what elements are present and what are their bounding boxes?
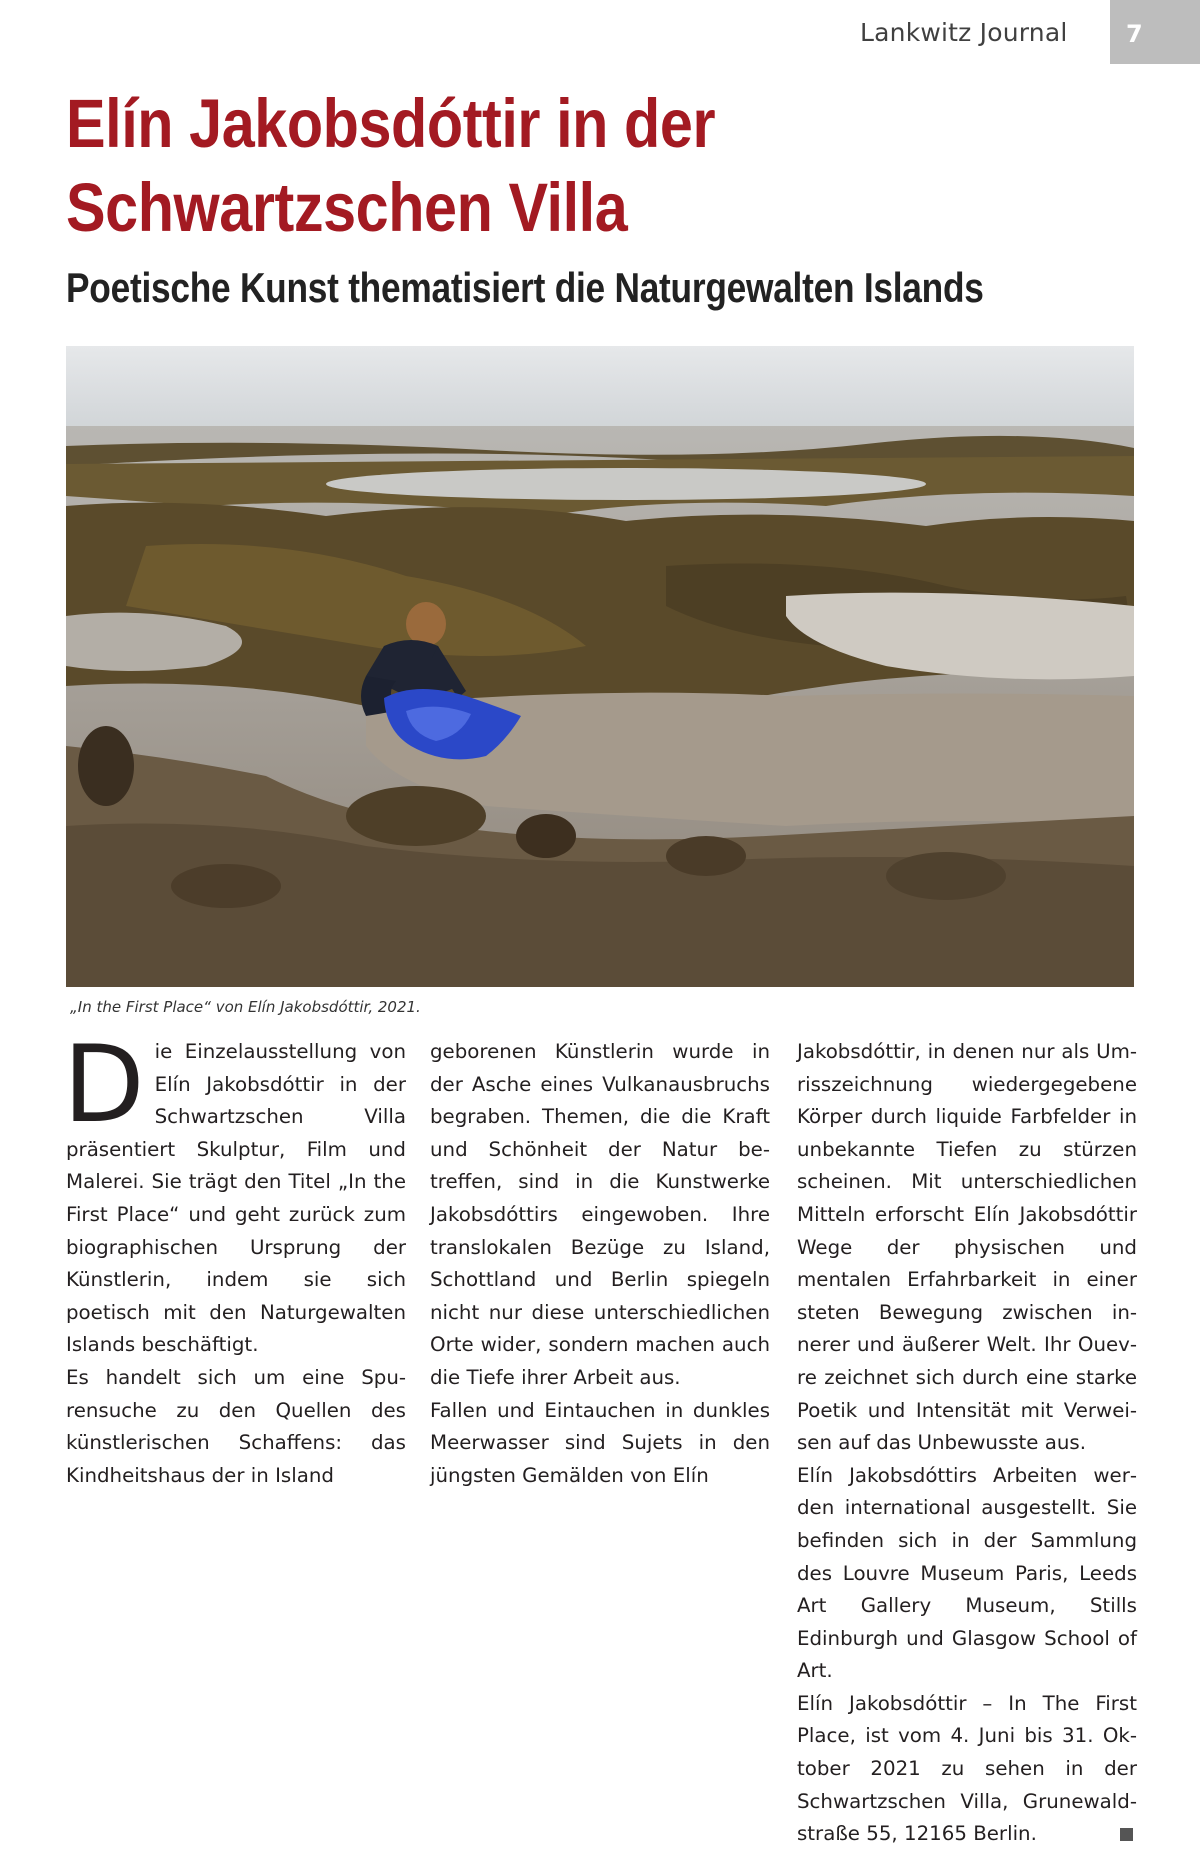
photo-caption: „In the First Place“ von Elín Jakobsdóttir, 2021. [70,998,421,1016]
paragraph-exhibition-dates: Elín Jakobsdóttir – In The First Place, ist vom 4. Juni bis 31. Oktober 2021 zu sehen in der Schwartzschen Villa, Grunewaldstraße 55, 12165 Berlin. [797,1691,1137,1846]
article-photo [66,346,1134,987]
page-number: 7 [1110,0,1200,64]
text-column-3 [797,1036,1137,1851]
text-column-2 [430,1036,770,1492]
text-column-1 [63,1023,406,1492]
end-mark-icon [1120,1828,1133,1841]
paragraph-spurensuche-continued: geborenen Künstlerin wurde in der Asche eines Vulkanausbruchs begraben. Themen, die die Kraft und Schönheit der Natur betreffen, sind in die Kunstwerke Jakobsdóttirs eingewoben. Ihre translokalen Bezüge zu Island, Schottland und Berlin spiegeln nicht nur diese unterschiedlichen Orte wider, sondern machen auch die Tiefe ihrer Arbeit aus. [430,1040,770,1389]
paragraph-intro [63,1023,406,1362]
publication-name: Lankwitz Journal [860,18,1068,47]
title-line-1: Elín Jakobsdóttir in der [66,85,716,162]
paragraph-fallen: Fallen und Eintauchen in dunkles Meerwasser sind Sujets in den jüngsten Gemälden von Elín [430,1398,770,1487]
paragraph-fallen-continued: Jakobsdóttir, in denen nur als Umrisszeichnung wiedergegebene Körper durch liquide Farbfelder in unbekannte Tiefen zu stürzen scheinen. Mit unterschiedlichen Mitteln erforscht Elín Jakobsdóttir Wege der physischen und mentalen Erfahrbarkeit in einer steten Bewegung zwischen innerer und äußerer Welt. Ihr Ouevre zeichnet sich durch eine starke Poetik und Intensität mit Verweisen auf das Unbewusste aus. [797,1040,1137,1455]
paragraph-spurensuche: Es handelt sich um eine Spurensuche zu den Quellen des künstlerischen Schaffens: das Kindheitshaus der in Island [66,1365,406,1487]
title-line-2: Schwartzschen Villa [66,169,628,246]
drop-cap: D [63,1023,145,1146]
intro-text: ie Einzelausstellung von Elín Jakobsdóttir in der Schwartzschen Villa präsentiert Skulptur, Film und Malerei. Sie trägt den Titel „In the First Place“ und geht zurück zum biographischen Ursprung der Künstlerin, indem sie sich poetisch mit den Naturgewalten Islands beschäftigt. [66,1040,406,1357]
paragraph-international: Elín Jakobsdóttirs Arbeiten werden international ausgestellt. Sie befinden sich in der Sammlung des Louvre Museum Paris, Leeds Art Gallery Museum, Stills Edinburgh und Glasgow School of Art. [797,1463,1137,1683]
article-title [66,82,771,250]
article-subtitle: Poetische Kunst thematisiert die Naturgewalten Islands [66,264,984,311]
